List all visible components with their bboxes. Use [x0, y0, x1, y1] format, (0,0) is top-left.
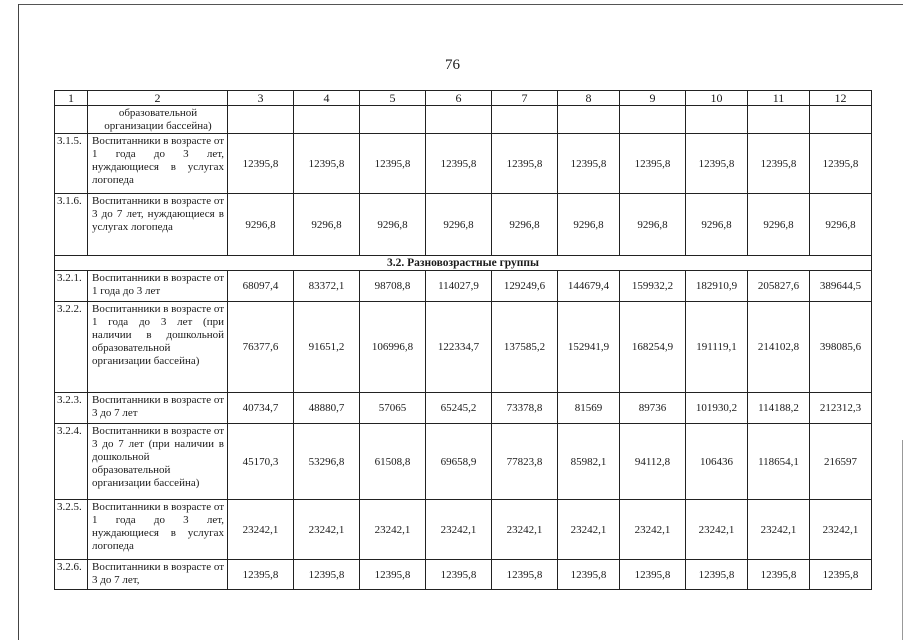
tariff-table	[54, 90, 872, 590]
col-header: 1	[55, 91, 88, 106]
value-cell: 9296,8	[558, 194, 620, 256]
value-cell	[748, 106, 810, 134]
row-code: 3.2.3.	[55, 393, 88, 424]
section-row	[55, 256, 872, 271]
value-cell: 76377,6	[228, 302, 294, 393]
value-cell: 389644,5	[810, 271, 872, 302]
table-row	[55, 134, 872, 194]
value-cell: 12395,8	[360, 134, 426, 194]
value-cell: 12395,8	[686, 134, 748, 194]
scan-frame-right	[902, 440, 903, 640]
value-cell	[228, 106, 294, 134]
row-code	[55, 106, 88, 134]
value-cell: 94112,8	[620, 424, 686, 500]
value-cell: 118654,1	[748, 424, 810, 500]
scan-frame-left	[18, 4, 19, 640]
value-cell: 9296,8	[620, 194, 686, 256]
value-cell: 23242,1	[360, 500, 426, 560]
value-cell: 23242,1	[620, 500, 686, 560]
col-header: 11	[748, 91, 810, 106]
row-code: 3.2.1.	[55, 271, 88, 302]
value-cell: 12395,8	[810, 560, 872, 590]
col-header: 8	[558, 91, 620, 106]
value-cell: 168254,9	[620, 302, 686, 393]
value-cell: 129249,6	[492, 271, 558, 302]
value-cell	[294, 106, 360, 134]
value-cell: 122334,7	[426, 302, 492, 393]
row-code: 3.2.4.	[55, 424, 88, 500]
value-cell: 12395,8	[426, 134, 492, 194]
row-code: 3.1.5.	[55, 134, 88, 194]
value-cell: 98708,8	[360, 271, 426, 302]
value-cell: 12395,8	[558, 560, 620, 590]
value-cell: 23242,1	[686, 500, 748, 560]
value-cell: 68097,4	[228, 271, 294, 302]
value-cell: 12395,8	[558, 134, 620, 194]
row-description: Воспитанники в возрасте от 1 года до 3 лет, нуждающиеся в услугах логопеда	[88, 134, 228, 194]
value-cell: 9296,8	[686, 194, 748, 256]
value-cell: 45170,3	[228, 424, 294, 500]
value-cell: 9296,8	[748, 194, 810, 256]
value-cell: 214102,8	[748, 302, 810, 393]
table-row	[55, 500, 872, 560]
value-cell	[620, 106, 686, 134]
value-cell: 9296,8	[294, 194, 360, 256]
col-header: 3	[228, 91, 294, 106]
value-cell: 159932,2	[620, 271, 686, 302]
value-cell: 12395,8	[492, 134, 558, 194]
value-cell: 57065	[360, 393, 426, 424]
value-cell: 137585,2	[492, 302, 558, 393]
value-cell: 191119,1	[686, 302, 748, 393]
value-cell: 114188,2	[748, 393, 810, 424]
scan-frame-top	[18, 4, 903, 5]
value-cell: 83372,1	[294, 271, 360, 302]
value-cell	[360, 106, 426, 134]
value-cell: 65245,2	[426, 393, 492, 424]
value-cell	[686, 106, 748, 134]
table-row	[55, 106, 872, 134]
value-cell: 61508,8	[360, 424, 426, 500]
value-cell: 106996,8	[360, 302, 426, 393]
value-cell: 23242,1	[228, 500, 294, 560]
value-cell: 212312,3	[810, 393, 872, 424]
value-cell: 12395,8	[620, 560, 686, 590]
value-cell: 12395,8	[810, 134, 872, 194]
value-cell: 23242,1	[426, 500, 492, 560]
value-cell	[810, 106, 872, 134]
value-cell: 12395,8	[748, 560, 810, 590]
row-code: 3.1.6.	[55, 194, 88, 256]
value-cell: 205827,6	[748, 271, 810, 302]
value-cell: 144679,4	[558, 271, 620, 302]
row-description: Воспитанники в возрасте от 3 до 7 лет, нуждающиеся в услугах логопеда	[88, 194, 228, 256]
row-description: Воспитанники в возрасте от 3 до 7 лет (при наличии в дошкольной образовательной организации бассейна)	[88, 424, 228, 500]
col-header: 5	[360, 91, 426, 106]
column-number-row	[55, 91, 872, 106]
row-description: Воспитанники в возрасте от 1 года до 3 лет (при наличии в дошкольной образовательной организации бассейна)	[88, 302, 228, 393]
value-cell: 69658,9	[426, 424, 492, 500]
row-code: 3.2.6.	[55, 560, 88, 590]
col-header: 12	[810, 91, 872, 106]
value-cell	[558, 106, 620, 134]
value-cell: 91651,2	[294, 302, 360, 393]
value-cell: 12395,8	[294, 560, 360, 590]
value-cell: 9296,8	[492, 194, 558, 256]
value-cell: 9296,8	[360, 194, 426, 256]
value-cell: 9296,8	[810, 194, 872, 256]
row-description: Воспитанники в возрасте от 3 до 7 лет,	[88, 560, 228, 590]
col-header: 9	[620, 91, 686, 106]
value-cell: 12395,8	[294, 134, 360, 194]
row-code: 3.2.2.	[55, 302, 88, 393]
value-cell: 23242,1	[748, 500, 810, 560]
value-cell: 12395,8	[228, 560, 294, 590]
col-header: 7	[492, 91, 558, 106]
table-row	[55, 271, 872, 302]
value-cell: 23242,1	[492, 500, 558, 560]
page-number: 76	[445, 57, 460, 73]
value-cell: 89736	[620, 393, 686, 424]
value-cell: 12395,8	[360, 560, 426, 590]
value-cell: 12395,8	[426, 560, 492, 590]
table-row	[55, 560, 872, 590]
value-cell: 53296,8	[294, 424, 360, 500]
value-cell: 81569	[558, 393, 620, 424]
value-cell: 12395,8	[620, 134, 686, 194]
section-header: 3.2. Разновозрастные группы	[55, 256, 872, 271]
row-description: Воспитанники в возрасте от 1 года до 3 лет, нуждающиеся в услугах логопеда	[88, 500, 228, 560]
value-cell: 23242,1	[558, 500, 620, 560]
value-cell	[492, 106, 558, 134]
value-cell	[426, 106, 492, 134]
col-header: 6	[426, 91, 492, 106]
row-description: Воспитанники в возрасте от 3 до 7 лет	[88, 393, 228, 424]
col-header: 2	[88, 91, 228, 106]
value-cell: 152941,9	[558, 302, 620, 393]
value-cell: 9296,8	[426, 194, 492, 256]
value-cell: 48880,7	[294, 393, 360, 424]
table-row	[55, 424, 872, 500]
value-cell: 12395,8	[748, 134, 810, 194]
row-code: 3.2.5.	[55, 500, 88, 560]
value-cell: 23242,1	[810, 500, 872, 560]
table-row	[55, 194, 872, 256]
table-row	[55, 302, 872, 393]
value-cell: 85982,1	[558, 424, 620, 500]
row-description: образовательной организации бассейна)	[88, 106, 228, 134]
value-cell: 106436	[686, 424, 748, 500]
value-cell: 216597	[810, 424, 872, 500]
value-cell: 114027,9	[426, 271, 492, 302]
value-cell: 398085,6	[810, 302, 872, 393]
value-cell: 40734,7	[228, 393, 294, 424]
table-row	[55, 393, 872, 424]
value-cell: 9296,8	[228, 194, 294, 256]
col-header: 4	[294, 91, 360, 106]
value-cell: 77823,8	[492, 424, 558, 500]
value-cell: 12395,8	[228, 134, 294, 194]
value-cell: 12395,8	[686, 560, 748, 590]
value-cell: 101930,2	[686, 393, 748, 424]
row-description: Воспитанники в возрасте от 1 года до 3 лет	[88, 271, 228, 302]
value-cell: 73378,8	[492, 393, 558, 424]
value-cell: 12395,8	[492, 560, 558, 590]
value-cell: 23242,1	[294, 500, 360, 560]
col-header: 10	[686, 91, 748, 106]
value-cell: 182910,9	[686, 271, 748, 302]
